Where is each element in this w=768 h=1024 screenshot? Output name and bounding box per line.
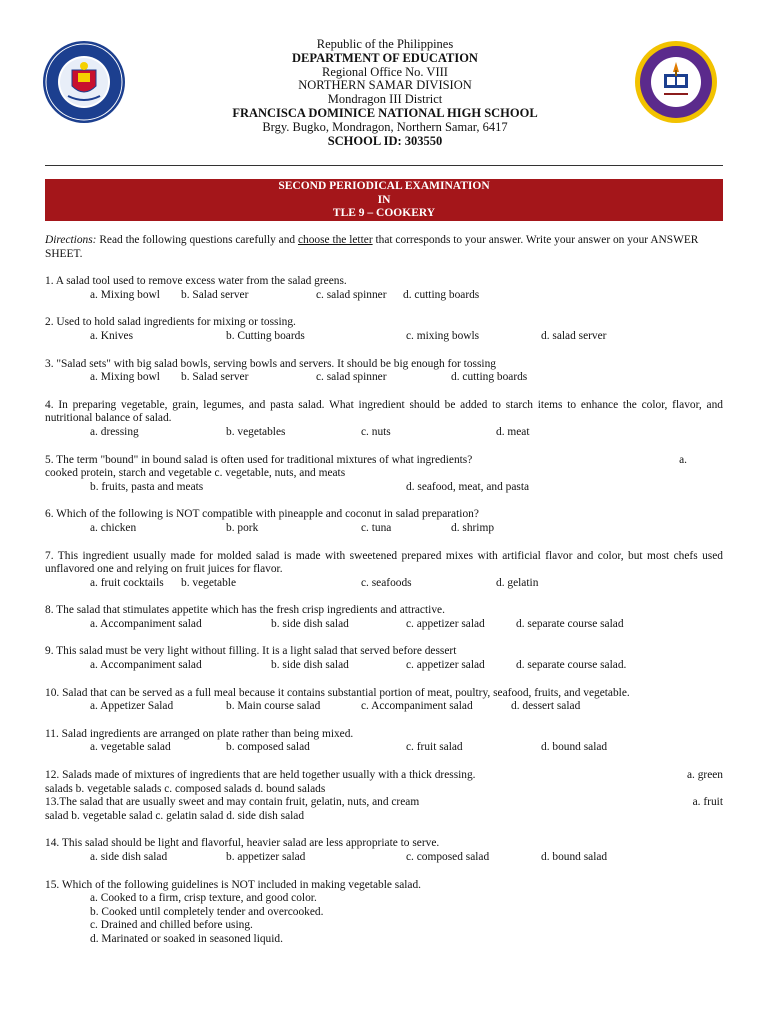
option-c: c. composed salad	[406, 851, 490, 863]
option-c: c. appetizer salad	[406, 617, 485, 630]
question-stem: 3. "Salad sets" with big salad bowls, serving bowls and servers. It should be big enough for tossing	[45, 357, 496, 370]
question-10	[45, 687, 723, 714]
option-a-start: a. green	[686, 769, 723, 782]
option-c: c. Drained and chilled before using.	[90, 919, 253, 932]
option-b: b. appetizer salad	[226, 851, 306, 863]
option-a: a. Cooked to a firm, crisp texture, and good color.	[90, 892, 317, 905]
question-6	[45, 508, 723, 535]
option-d: d. meat	[496, 425, 530, 438]
question-options	[45, 700, 723, 714]
question-stem: 7. This ingredient usually made for molded salad is made with sweetened prepared mixes with artificial flavor and color, but most chefs used unflavored one and relying on fruit juices for flavor.	[45, 549, 723, 576]
option-b: b. side dish salad	[271, 659, 349, 672]
question-options	[45, 522, 723, 536]
question-1	[45, 275, 723, 302]
question-3	[45, 358, 723, 385]
question-options	[45, 371, 723, 385]
question-options	[45, 577, 723, 591]
option-c: c. seafoods	[361, 576, 412, 589]
option-a: a. chicken	[90, 521, 137, 534]
option-a: a. side dish salad	[90, 851, 168, 863]
option-c: c. mixing bowls	[406, 329, 480, 342]
title-line-1: SECOND PERIODICAL EXAMINATION	[278, 180, 490, 192]
question-4	[45, 399, 723, 440]
option-b: b. composed salad	[226, 741, 310, 754]
header-division: NORTHERN SAMAR DIVISION	[298, 78, 472, 93]
option-b: b. vegetables	[226, 425, 286, 438]
header-divider	[45, 165, 723, 166]
header-district: Mondragon III District	[327, 92, 443, 107]
question-options	[45, 618, 723, 632]
option-c: c. salad spinner	[316, 288, 387, 301]
deped-seal-logo	[42, 40, 126, 124]
option-b: b. Cooked until completely tender and overcooked.	[90, 905, 324, 918]
question-2	[45, 316, 723, 343]
option-wrap-line: salad b. vegetable salad c. gelatin salad d. side dish salad	[45, 809, 305, 822]
option-a: a. Appetizer Salad	[90, 700, 174, 713]
question-options	[45, 481, 723, 495]
question-options	[45, 741, 723, 755]
question-12	[45, 769, 723, 796]
question-stem: 10. Salad that can be served as a full meal because it contains substantial portion of meat, poultry, seafood, fruits, and vegetable.	[45, 686, 630, 699]
option-d: d. dessert salad	[511, 700, 581, 713]
option-a-start: a. fruit	[692, 796, 723, 809]
option-b: b. vegetable	[181, 576, 237, 589]
directions-underlined: choose the letter	[297, 234, 373, 246]
option-d: d. shrimp	[451, 521, 495, 534]
question-5	[45, 454, 723, 495]
question-7	[45, 550, 723, 591]
question-stem: 2. Used to hold salad ingredients for mixing or tossing.	[45, 316, 296, 329]
option-d: d. cutting boards	[451, 371, 528, 384]
header-region: Regional Office No. VIII	[322, 64, 448, 79]
question-stem: 1. A salad tool used to remove excess water from the salad greens.	[45, 275, 347, 288]
option-d: d. bound salad	[541, 851, 608, 863]
option-b: b. fruits, pasta and meats	[90, 480, 204, 493]
question-stem: 14. This salad should be light and flavorful, heavier salad are less appropriate to serve.	[45, 837, 440, 850]
directions-label: Directions:	[45, 234, 97, 246]
question-stem: 8. The salad that stimulates appetite which has the fresh crisp ingredients and attractive.	[45, 604, 445, 617]
option-b: b. Main course salad	[226, 700, 321, 713]
option-d: d. salad server	[541, 329, 607, 342]
option-d: d. gelatin	[496, 576, 539, 589]
directions-text-pre: Read the following questions carefully and	[96, 234, 298, 246]
header-address: Brgy. Bugko, Mondragon, Northern Samar, 6417	[262, 119, 508, 134]
option-a-start: a.	[679, 453, 687, 466]
question-stem: 6. Which of the following is NOT compatible with pineapple and coconut in salad preparation?	[45, 508, 479, 521]
option-b: b. Salad server	[181, 371, 249, 384]
directions	[45, 234, 723, 261]
question-options	[45, 892, 723, 946]
question-stem-row	[45, 769, 723, 783]
option-a: a. fruit cocktails	[90, 576, 164, 589]
option-b: b. pork	[226, 521, 259, 534]
question-options	[45, 330, 723, 344]
exam-content	[45, 234, 723, 961]
option-d: d. bound salad	[541, 741, 608, 754]
option-a: a. dressing	[90, 425, 139, 438]
option-a: a. Mixing bowl	[90, 288, 160, 301]
question-13	[45, 796, 723, 823]
option-a: a. Accompaniment salad	[90, 617, 202, 630]
question-9	[45, 645, 723, 672]
option-a: a. Knives	[90, 329, 134, 342]
option-c: c. Accompaniment salad	[361, 700, 473, 713]
question-stem: 9. This salad must be very light without filling. It is a light salad that served before dessert	[45, 645, 457, 658]
question-stem-row	[45, 454, 723, 468]
school-header	[140, 38, 630, 148]
question-8	[45, 604, 723, 631]
option-b: b. Cutting boards	[226, 329, 305, 342]
question-options	[45, 289, 723, 303]
question-stem: 15. Which of the following guidelines is NOT included in making vegetable salad.	[45, 878, 422, 891]
option-b: b. Salad server	[181, 288, 249, 301]
option-wrap-line: cooked protein, starch and vegetable c. vegetable, nuts, and meats	[45, 467, 346, 480]
option-b: b. side dish salad	[271, 617, 349, 630]
question-stem-row	[45, 796, 723, 810]
option-d: d. separate course salad.	[516, 659, 627, 672]
option-wrap-line: salads b. vegetable salads c. composed salads d. bound salads	[45, 782, 326, 795]
option-d: d. Marinated or soaked in seasoned liquid.	[90, 932, 283, 945]
header-school-name: FRANCISCA DOMINICE NATIONAL HIGH SCHOOL	[232, 105, 538, 120]
title-line-2: IN	[377, 193, 391, 206]
option-a: a. Accompaniment salad	[90, 659, 202, 672]
question-stem: 13.The salad that are usually sweet and may contain fruit, gelatin, nuts, and cream	[45, 796, 420, 809]
question-14	[45, 837, 723, 864]
question-options	[45, 851, 723, 865]
option-c: c. appetizer salad	[406, 659, 485, 672]
question-options	[45, 659, 723, 673]
exam-title-banner	[45, 179, 723, 221]
question-stem: 12. Salads made of mixtures of ingredients that are held together usually with a thick dressing.	[45, 769, 476, 782]
school-seal-logo	[634, 40, 718, 124]
option-c: c. fruit salad	[406, 741, 463, 754]
option-a: a. vegetable salad	[90, 741, 171, 754]
question-options	[45, 426, 723, 440]
question-stem: 4. In preparing vegetable, grain, legumes, and pasta salad. What ingredient should be added to starch items to enhance the color, flavor, and nutritional balance of salad.	[45, 398, 723, 425]
header-department: DEPARTMENT OF EDUCATION	[292, 50, 478, 65]
option-d: d. seafood, meat, and pasta	[406, 480, 530, 493]
header-republic: Republic of the Philippines	[316, 37, 454, 51]
option-a: a. Mixing bowl	[90, 371, 160, 384]
option-d: d. separate course salad	[516, 617, 624, 630]
question-stem: 11. Salad ingredients are arranged on plate rather than being mixed.	[45, 727, 354, 740]
option-c: c. salad spinner	[316, 371, 387, 384]
directions-text-post: that corresponds to your answer. Write your answer on your ANSWER SHEET.	[45, 234, 699, 260]
question-15	[45, 879, 723, 947]
header-school-id: SCHOOL ID: 303550	[327, 133, 443, 148]
title-line-3: TLE 9 – COOKERY	[332, 207, 436, 219]
option-d: d. cutting boards	[403, 288, 480, 301]
option-c: c. tuna	[361, 521, 392, 534]
option-c: c. nuts	[361, 425, 391, 438]
question-11	[45, 728, 723, 755]
question-stem: 5. The term "bound" in bound salad is often used for traditional mixtures of what ingredients?	[45, 453, 473, 466]
